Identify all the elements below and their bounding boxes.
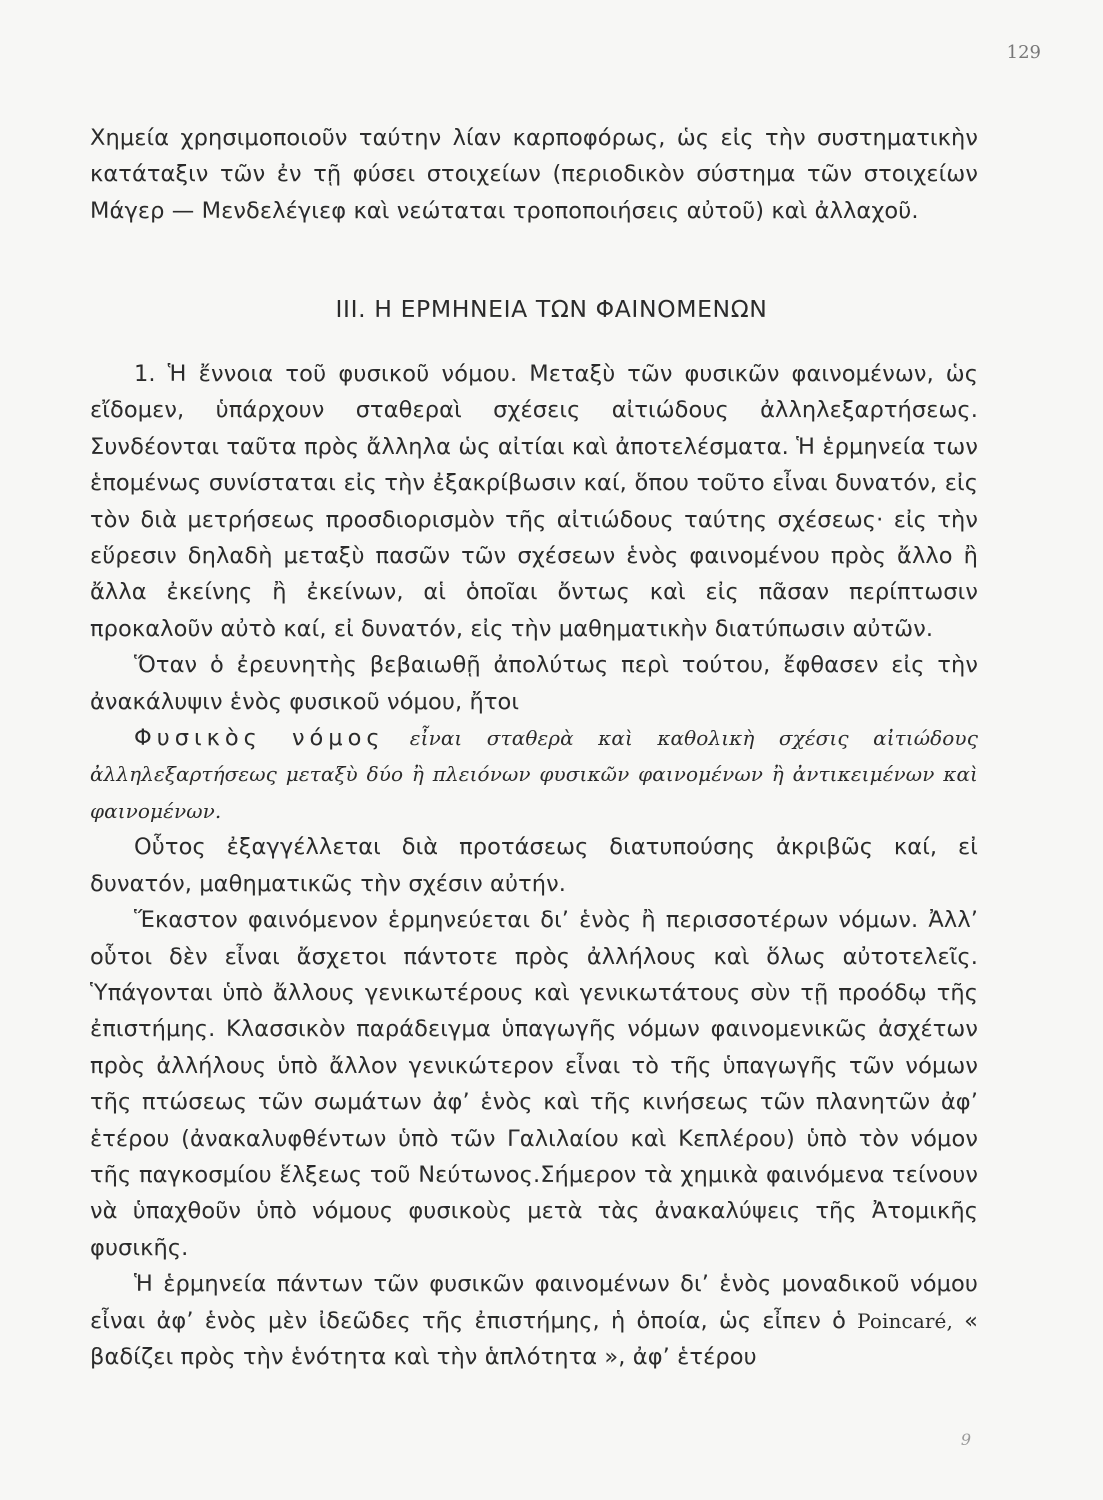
paragraph-1 xyxy=(90,356,978,647)
definition-term: Φυσικὸς νόμος xyxy=(134,725,385,752)
law-definition xyxy=(90,720,978,829)
subheading: Ἡ ἔννοια τοῦ φυσικοῦ νόμου. xyxy=(167,361,518,387)
paragraph-number: 1. xyxy=(134,361,156,387)
intro-paragraph xyxy=(90,120,978,229)
paragraph-4 xyxy=(90,902,978,1266)
main-text xyxy=(90,356,978,1375)
page-number: 129 xyxy=(1006,42,1041,63)
paragraph-3: Οὗτος ἐξαγγέλλεται διὰ προτάσεως διατυπούσης ἀκριβῶς καί, εἰ δυνατόν, μαθηματικῶς τὴν σχέσιν αὐτήν. xyxy=(90,834,978,897)
paragraph-5 xyxy=(90,1266,978,1375)
paragraph-1-text: Μεταξὺ τῶν φυσικῶν φαινομένων, ὡς εἴδομεν, ὑπάρχουν σταθεραὶ σχέσεις αἰτιώδους ἀλληλεξαρτήσεως. Συνδέονται ταῦτα πρὸς ἄλληλα ὡς αἰτίαι καὶ ἀποτελέσματα. Ἡ ἑρμηνεία των ἑπομένως συνίσταται εἰς τὴν ἐξακρίβωσιν καί, ὅπου τοῦτο εἶναι δυνατόν, εἰς τὸν διὰ μετρήσεως προσδιορισμὸν τῆς αἰτιώδους ταύτης σχέσεως· εἰς τὴν εὕρεσιν δηλαδὴ μεταξὺ πασῶν τῶν σχέσεων ἑνὸς φαινομένου πρὸς ἄλλο ἢ ἄλλα ἐκείνης ἢ ἐκείνων, αἱ ὁποῖαι ὄντως καὶ εἰς πᾶσαν περίπτωσιν προκαλοῦν αὐτὸ καί, εἰ δυνατόν, εἰς τὴν μαθηματικὴν διατύπωσιν αὐτῶν. xyxy=(90,361,978,642)
section-heading: III. Η ΕΡΜΗΝΕΙΑ ΤΩΝ ΦΑΙΝΟΜΕΝΩΝ xyxy=(335,295,768,323)
paragraph-4-text: Ἕκαστον φαινόμενον ἑρμηνεύεται δι’ ἑνὸς ἢ περισσοτέρων νόμων. Ἀλλ’ οὗτοι δὲν εἶναι ἄσχετοι πάντοτε πρὸς ἀλλήλους καὶ ὅλως αὐτοτελεῖς. Ὑπάγονται ὑπὸ ἄλλους γενικωτέρους καὶ γενικωτάτους σὺν τῇ προόδῳ τῆς ἐπιστήμης. Κλασσικὸν παράδειγμα ὑπαγωγῆς νόμων φαινομενικῶς ἀσχέτων πρὸς ἀλλήλους ὑπὸ ἄλλον γενικώτερον εἶναι τὸ τῆς ὑπαγωγῆς τῶν νόμων τῆς πτώσεως τῶν σωμάτων ἀφ’ ἑνὸς καὶ τῆς κινήσεως τῶν πλανητῶν ἀφ’ ἑτέρου (ἀνακαλυφθέντων ὑπὸ τῶν Γαλιλαίου καὶ Κεπλέρου) ὑπὸ τὸν νόμον τῆς παγκοσμίου ἕλξεως τοῦ Νεύτωνος. xyxy=(90,907,978,1188)
definition-text: εἶναι σταθερὰ καὶ καθολικὴ σχέσις αἰτιώδους ἀλληλεξαρτήσεως μεταξὺ δύο ἢ πλειόνων φυσικῶν φαινομένων ἢ ἀντικειμένων καὶ φαινομένων. xyxy=(90,726,978,823)
paragraph-5-text: Ἡ ἑρμηνεία πάντων τῶν φυσικῶν φαινομένων δι’ ἑνὸς μοναδικοῦ νόμου εἶναι ἀφ’ ἑνὸς μὲν ἰδεῶδες τῆς ἐπιστήμης, ἡ ὁποία, ὡς εἶπεν ὁ xyxy=(90,1271,978,1334)
intro-text: Χημεία χρησιμοποιοῦν ταύτην λίαν καρποφόρως, ὡς εἰς τὴν συστηματικὴν κατάταξιν τῶν ἐν τῇ φύσει στοιχείων (περιοδικὸν σύστημα τῶν στοιχείων Μάγερ — Μενδελέγιεφ καὶ νεώταται τροποποιήσεις αὐτοῦ) καὶ ἀλλαχοῦ. xyxy=(90,125,978,224)
signature-mark: 9 xyxy=(960,1430,971,1449)
quotation: « βαδίζει πρὸς τὴν ἑνότητα καὶ τὴν ἁπλότητα », ἀφ’ ἑτέρου xyxy=(90,1307,978,1370)
cited-name: Poincaré, xyxy=(857,1308,953,1333)
paragraph-2: Ὅταν ὁ ἐρευνητὴς βεβαιωθῇ ἀπολύτως περὶ τούτου, ἔφθασεν εἰς τὴν ἀνακάλυψιν ἑνὸς φυσικοῦ νόμου, ἤτοι xyxy=(90,652,978,715)
paragraph-4-text-cont: Σήμερον τὰ χημικὰ φαινόμενα τείνουν νὰ ὑπαχθοῦν ὑπὸ νόμους φυσικοὺς μετὰ τὰς ἀνακαλύψεις τῆς Ἀτομικῆς φυσικῆς. xyxy=(90,1161,979,1261)
